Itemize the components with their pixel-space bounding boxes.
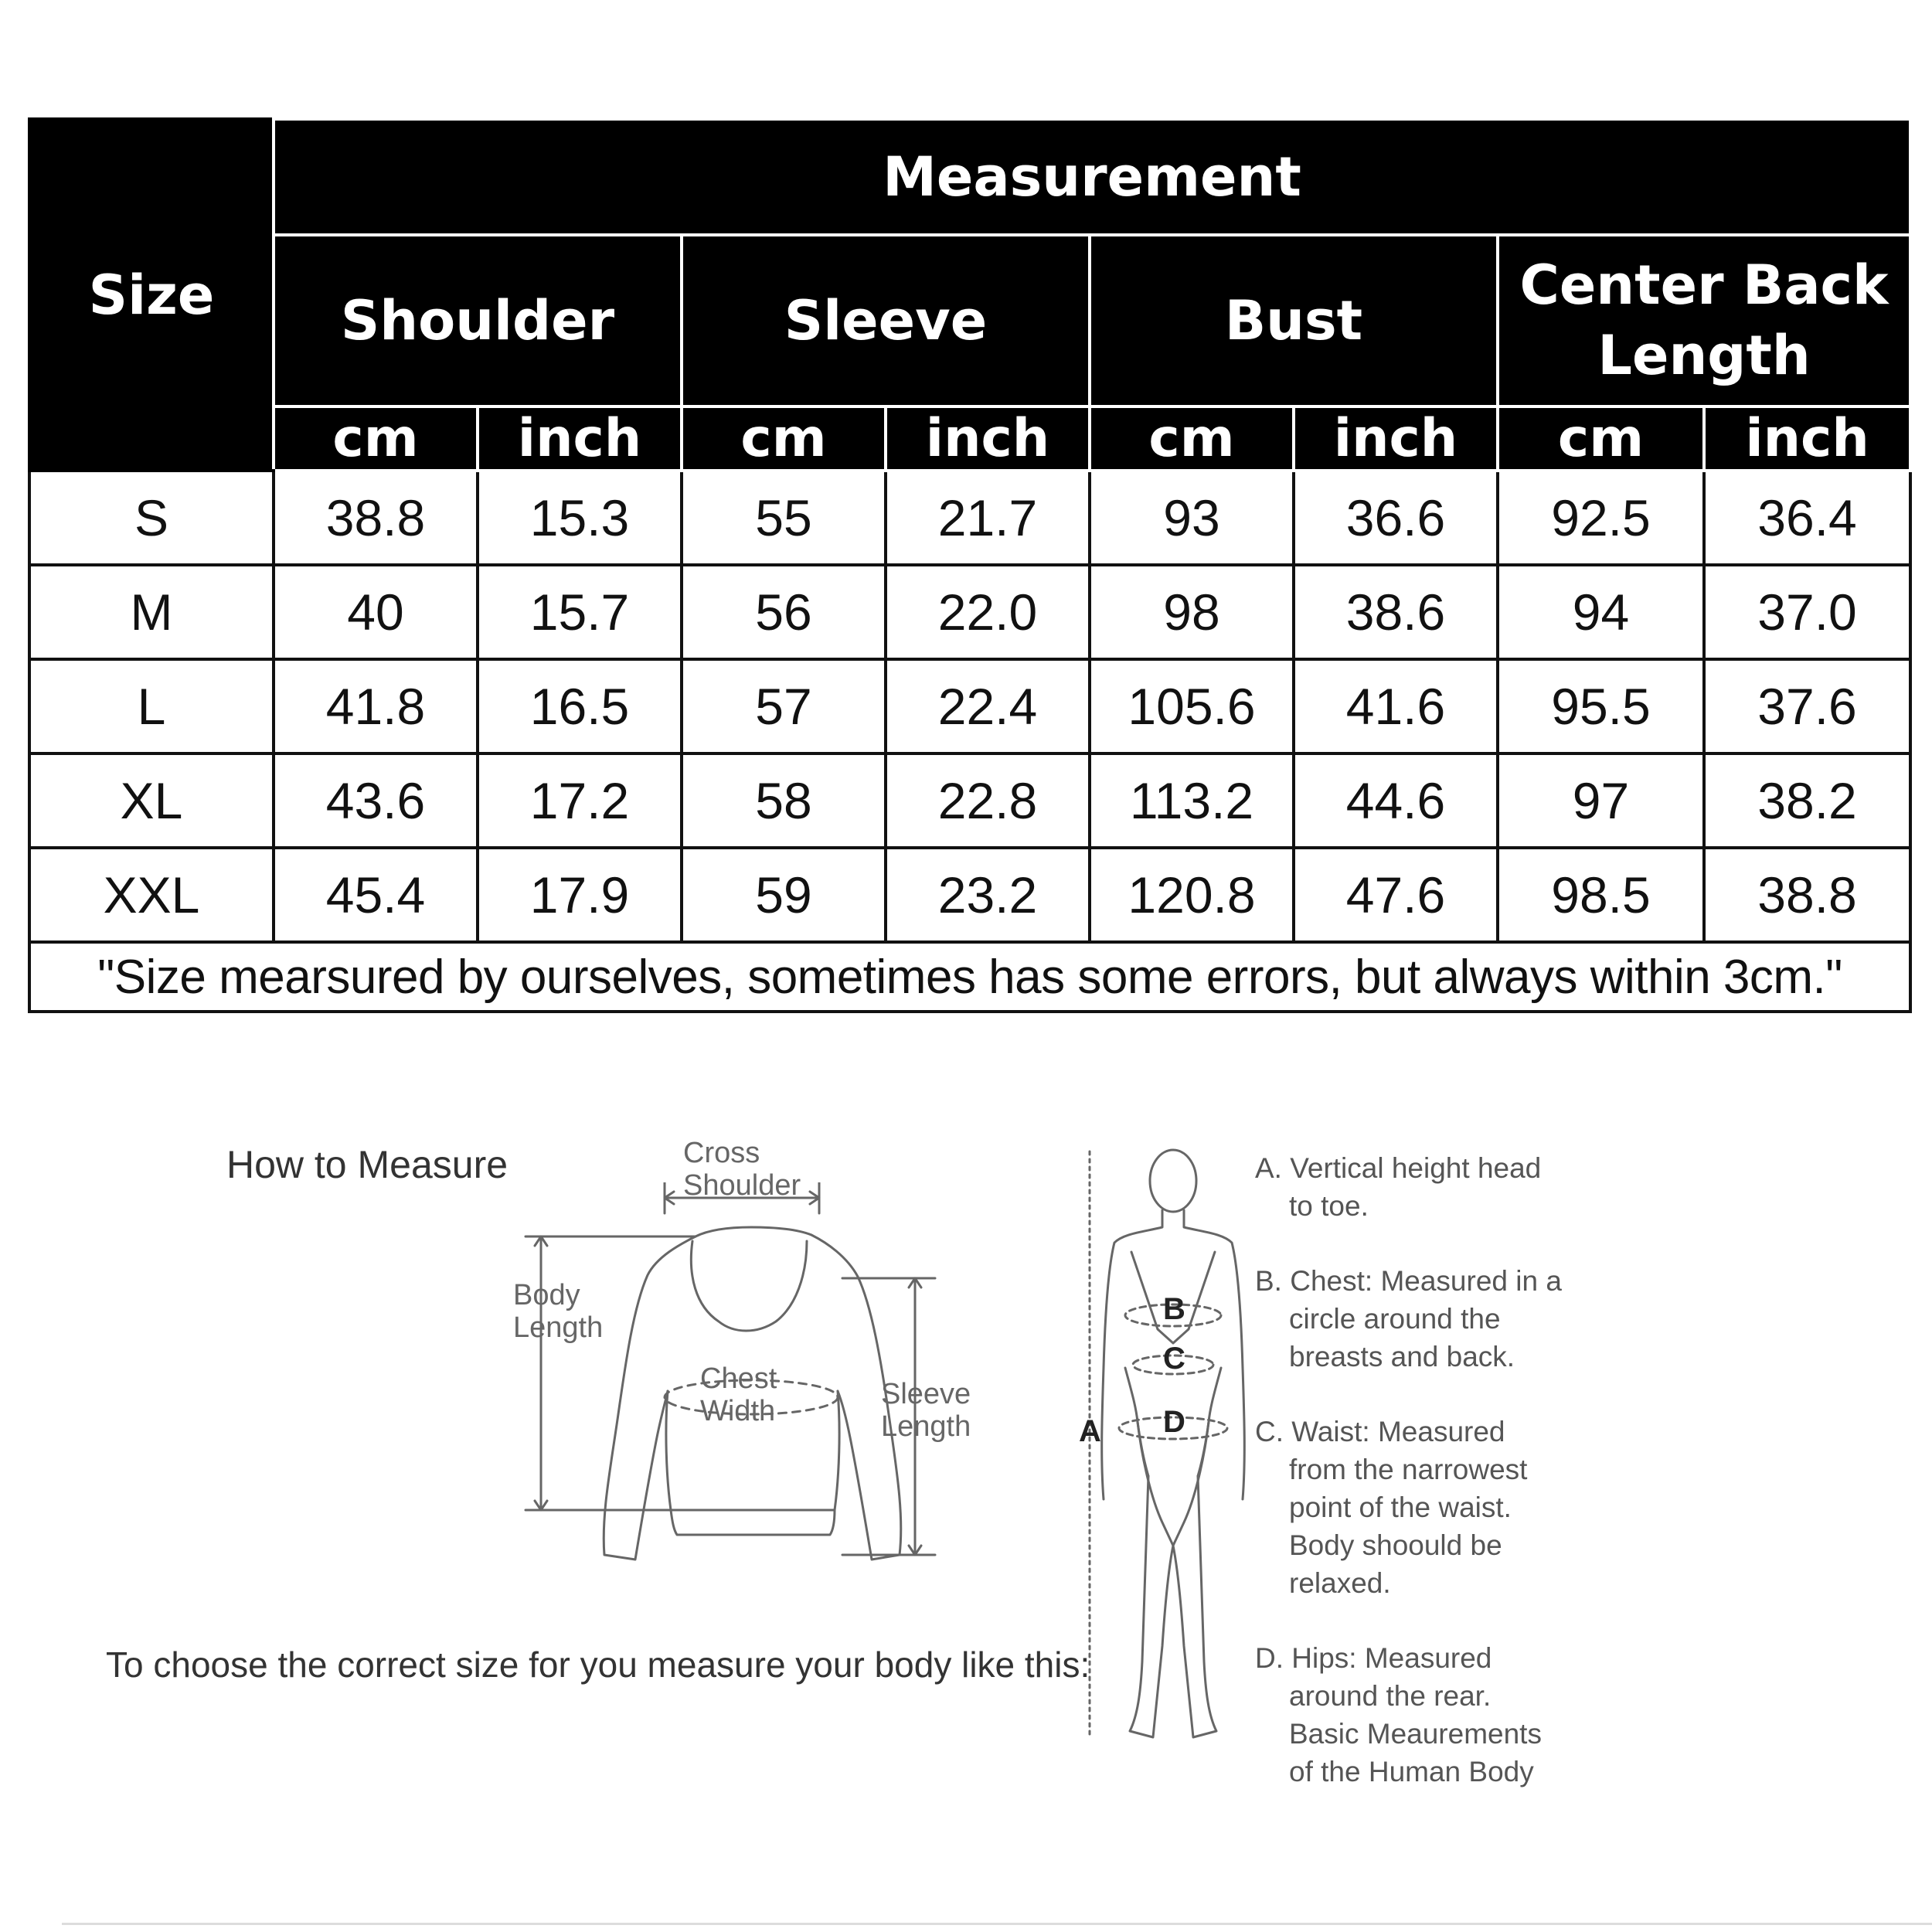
group-header-bust: Bust — [1090, 235, 1498, 406]
unit-header: cm — [682, 406, 886, 471]
cross-shoulder-label: Cross Shoulder — [683, 1137, 801, 1202]
table-cell: 38.8 — [274, 471, 478, 565]
table-cell: 94 — [1498, 565, 1704, 659]
chest-width-label: Chest Width — [700, 1362, 777, 1427]
table-cell: 15.3 — [478, 471, 682, 565]
table-cell: 98 — [1090, 565, 1294, 659]
table-cell: 59 — [682, 848, 886, 942]
table-cell: 120.8 — [1090, 848, 1294, 942]
figure-label-d: D — [1163, 1405, 1185, 1439]
unit-header: cm — [1090, 406, 1294, 471]
unit-header: inch — [1294, 406, 1498, 471]
size-cell: L — [29, 659, 274, 753]
unit-header: cm — [1498, 406, 1704, 471]
table-cell: 17.2 — [478, 753, 682, 848]
table-cell: 37.0 — [1704, 565, 1910, 659]
table-cell: 22.4 — [886, 659, 1090, 753]
table-cell: 17.9 — [478, 848, 682, 942]
table-cell: 113.2 — [1090, 753, 1294, 848]
size-cell: XXL — [29, 848, 274, 942]
note-hips: D. Hips: Measured around the rear. Basic Meaurements of the Human Body — [1255, 1642, 1542, 1787]
table-cell: 21.7 — [886, 471, 1090, 565]
note-waist: C. Waist: Measured from the narrowest point of the waist. Body shoould be relaxed. — [1255, 1416, 1528, 1599]
table-cell: 47.6 — [1294, 848, 1498, 942]
note-height: A. Vertical height head to toe. — [1255, 1152, 1542, 1222]
table-cell: 95.5 — [1498, 659, 1704, 753]
table-cell: 45.4 — [274, 848, 478, 942]
figure-label-b: B — [1163, 1292, 1185, 1326]
table-cell: 98.5 — [1498, 848, 1704, 942]
size-chart-table — [28, 117, 1912, 1013]
table-cell: 105.6 — [1090, 659, 1294, 753]
group-header-shoulder: Shoulder — [274, 235, 682, 406]
table-cell: 97 — [1498, 753, 1704, 848]
table-cell: 55 — [682, 471, 886, 565]
table-cell: 40 — [274, 565, 478, 659]
group-header-center-back-length: Center Back Length — [1498, 235, 1910, 406]
table-cell: 16.5 — [478, 659, 682, 753]
note-chest: B. Chest: Measured in a circle around the breasts and back. — [1255, 1265, 1562, 1372]
table-cell: 38.8 — [1704, 848, 1910, 942]
group-header-sleeve: Sleeve — [682, 235, 1090, 406]
size-footnote: "Size mearsured by ourselves, sometimes has some errors, but always within 3cm." — [29, 942, 1910, 1012]
table-cell: 36.6 — [1294, 471, 1498, 565]
size-cell: XL — [29, 753, 274, 848]
table-cell: 38.2 — [1704, 753, 1910, 848]
unit-header: inch — [886, 406, 1090, 471]
table-cell: 23.2 — [886, 848, 1090, 942]
choose-size-instruction: To choose the correct size for you measure your body like this: — [106, 1645, 1090, 1685]
table-row — [29, 471, 1910, 565]
measurement-notes — [1255, 1149, 1580, 1828]
table-cell: 43.6 — [274, 753, 478, 848]
how-to-measure-title: How to Measure — [226, 1143, 509, 1186]
unit-header: inch — [1704, 406, 1910, 471]
table-row — [29, 659, 1910, 753]
unit-header: inch — [478, 406, 682, 471]
table-cell: 57 — [682, 659, 886, 753]
figure-label-c: C — [1163, 1342, 1185, 1376]
unit-header: cm — [274, 406, 478, 471]
sleeve-length-label: Sleeve Length — [881, 1378, 971, 1443]
size-cell: S — [29, 471, 274, 565]
size-cell: M — [29, 565, 274, 659]
table-cell: 38.6 — [1294, 565, 1498, 659]
table-cell: 93 — [1090, 471, 1294, 565]
table-cell: 22.0 — [886, 565, 1090, 659]
shirt-measure-diagram — [502, 1182, 966, 1584]
table-cell: 41.8 — [274, 659, 478, 753]
table-row — [29, 848, 1910, 942]
table-cell: 15.7 — [478, 565, 682, 659]
table-cell: 36.4 — [1704, 471, 1910, 565]
table-cell: 44.6 — [1294, 753, 1498, 848]
table-row — [29, 753, 1910, 848]
size-header: Size — [29, 119, 274, 471]
table-cell: 41.6 — [1294, 659, 1498, 753]
bottom-divider — [62, 1923, 1932, 1925]
figure-label-a: A — [1079, 1414, 1101, 1448]
table-row — [29, 565, 1910, 659]
table-cell: 37.6 — [1704, 659, 1910, 753]
measurement-header: Measurement — [274, 119, 1910, 235]
body-length-label: Body Length — [513, 1279, 604, 1344]
table-cell: 92.5 — [1498, 471, 1704, 565]
table-cell: 22.8 — [886, 753, 1090, 848]
table-cell: 58 — [682, 753, 886, 848]
table-cell: 56 — [682, 565, 886, 659]
